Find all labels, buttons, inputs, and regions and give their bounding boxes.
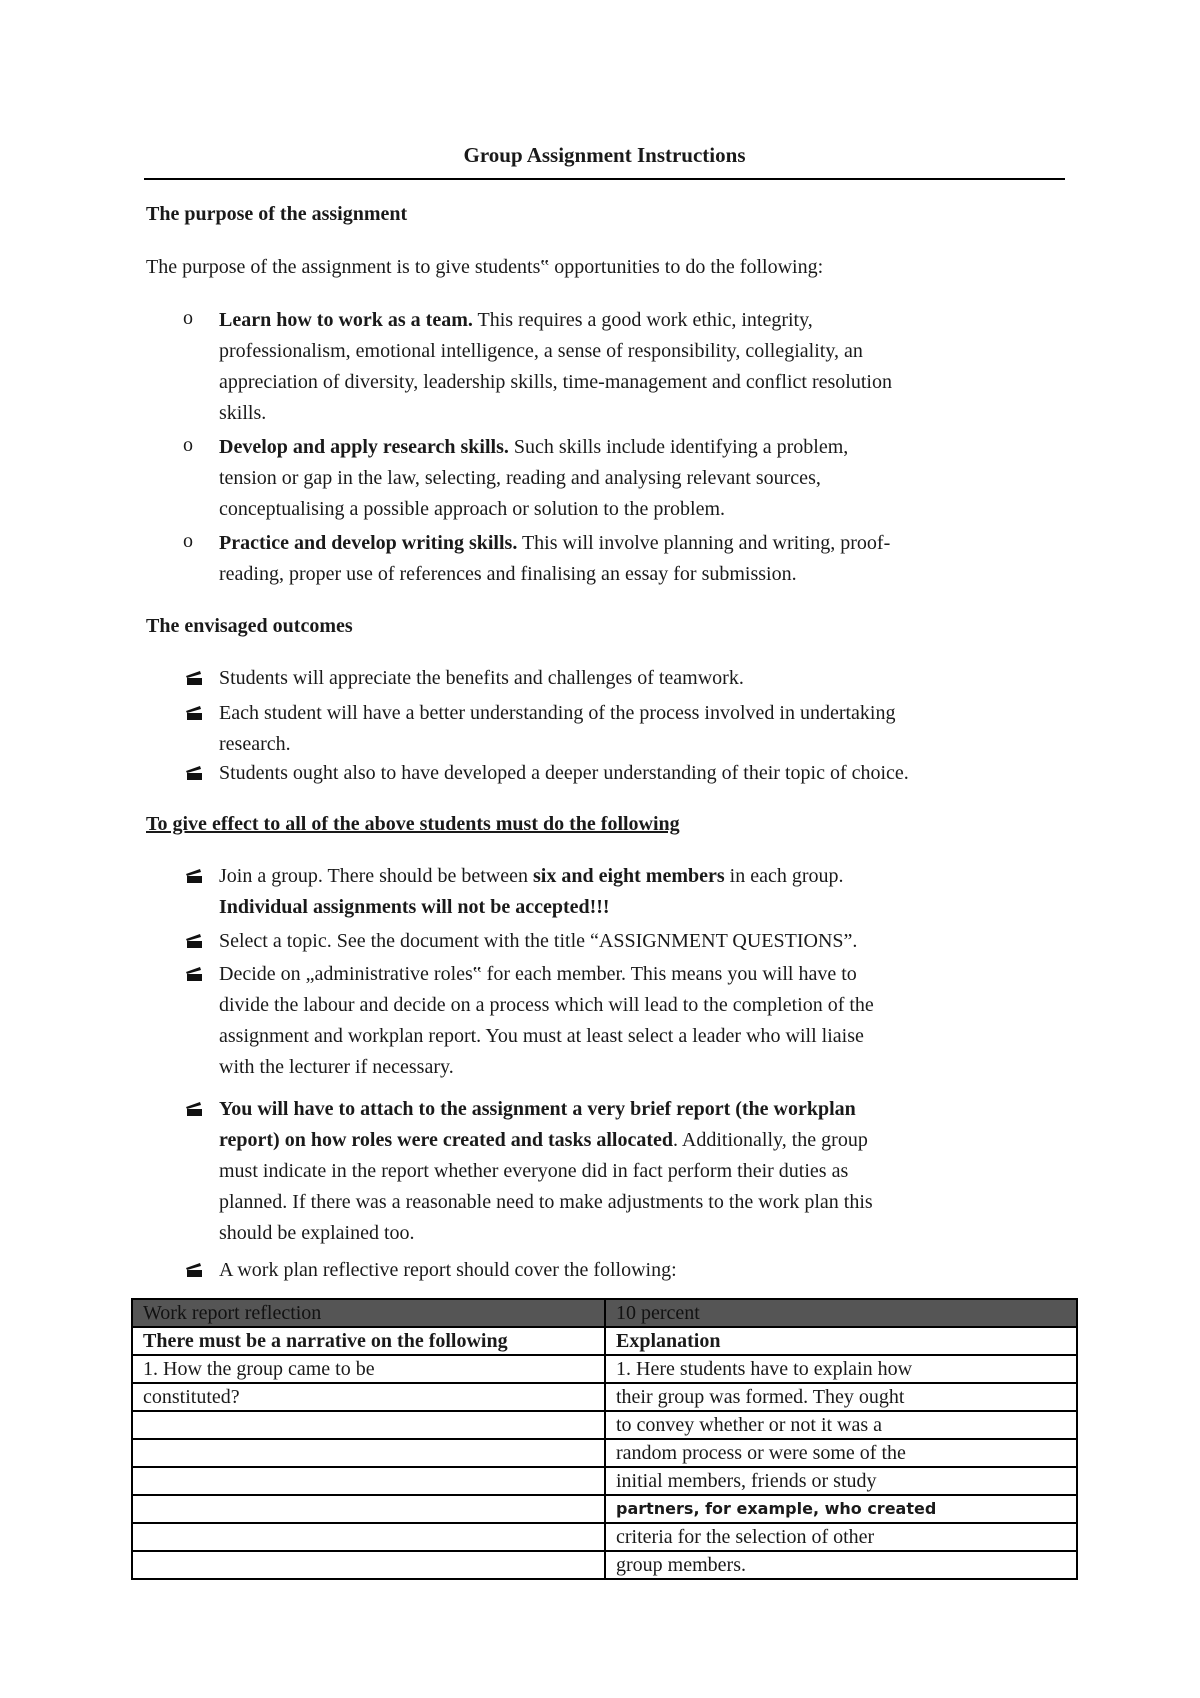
item-bold: report) on how roles were created and tasks allocated xyxy=(219,1129,674,1151)
item-text: Each student will have a better understanding of the process involved in undertaking xyxy=(219,702,896,724)
item-text: professionalism, emotional intelligence, a sense of responsibility, collegiality, an xyxy=(219,340,863,362)
table-cell: random process or were some of the xyxy=(605,1439,1077,1467)
bullet-marker: o xyxy=(183,434,193,456)
outcome-item: Students will appreciate the benefits and challenges of teamwork. xyxy=(219,667,744,689)
task-item-roles xyxy=(219,959,1064,1083)
table-cell xyxy=(132,1495,605,1523)
item-text: planned. If there was a reasonable need to make adjustments to the work plan this xyxy=(219,1191,873,1213)
item-bold: Practice and develop writing skills. xyxy=(219,532,518,554)
clapperboard-icon xyxy=(185,705,203,721)
table-header-cell: 10 percent xyxy=(605,1299,1077,1327)
table-cell: criteria for the selection of other xyxy=(605,1523,1077,1551)
item-text: Decide on „administrative roles‟ for each member. This means you will have to xyxy=(219,963,857,985)
item-text: reading, proper use of references and finalising an essay for submission. xyxy=(219,563,797,585)
item-bold: six and eight members xyxy=(533,865,725,887)
item-text: research. xyxy=(219,733,291,755)
item-text: skills. xyxy=(219,402,267,424)
table-row xyxy=(132,1523,1077,1551)
table-cell xyxy=(132,1551,605,1579)
item-text: must indicate in the report whether everyone did in fact perform their duties as xyxy=(219,1160,849,1182)
purpose-intro: The purpose of the assignment is to give students‟ opportunities to do the following: xyxy=(146,256,824,278)
table-row xyxy=(132,1467,1077,1495)
item-bold: Learn how to work as a team. xyxy=(219,309,473,331)
item-bold: Develop and apply research skills. xyxy=(219,436,509,458)
purpose-item-team xyxy=(219,305,1064,429)
table-subheader-row xyxy=(132,1327,1077,1355)
table-subheader-cell xyxy=(605,1327,1077,1355)
bullet-marker: o xyxy=(183,530,193,552)
table-header-cell: Work report reflection xyxy=(132,1299,605,1327)
item-text: assignment and workplan report. You must at least select a leader who will liaise xyxy=(219,1025,864,1047)
table-cell xyxy=(132,1439,605,1467)
table-cell: 1. How the group came to be xyxy=(132,1355,605,1383)
table-header-row xyxy=(132,1299,1077,1327)
table-cell: constituted? xyxy=(132,1383,605,1411)
item-text: Such skills include identifying a problem, xyxy=(508,436,849,458)
item-text: This will involve planning and writing, proof- xyxy=(517,532,891,554)
table-cell: to convey whether or not it was a xyxy=(605,1411,1077,1439)
table-cell: their group was formed. They ought xyxy=(605,1383,1077,1411)
table-cell: group members. xyxy=(605,1551,1077,1579)
table-cell: partners, for example, who created xyxy=(605,1495,1077,1523)
item-text: tension or gap in the law, selecting, reading and analysing relevant sources, xyxy=(219,467,821,489)
task-item-join-group xyxy=(219,861,1064,923)
cell-bold: Explanation xyxy=(616,1330,721,1352)
table-cell xyxy=(132,1467,605,1495)
purpose-item-writing xyxy=(219,528,1064,590)
item-bold: You will have to attach to the assignment a very brief report (the workplan xyxy=(219,1098,856,1120)
clapperboard-icon xyxy=(185,966,203,982)
item-text: This requires a good work ethic, integrity, xyxy=(472,309,813,331)
table-subheader-cell xyxy=(132,1327,605,1355)
table-row xyxy=(132,1495,1077,1523)
item-text: . Additionally, the group xyxy=(673,1129,868,1151)
title-rule xyxy=(144,178,1065,180)
clapperboard-icon xyxy=(185,670,203,686)
table-row xyxy=(132,1439,1077,1467)
cell-bold: There must be a narrative on the following xyxy=(143,1330,508,1352)
bullet-marker: o xyxy=(183,307,193,329)
task-item-select-topic: Select a topic. See the document with the title “ASSIGNMENT QUESTIONS”. xyxy=(219,930,858,952)
table-cell xyxy=(132,1411,605,1439)
clapperboard-icon xyxy=(185,933,203,949)
item-bold: Individual assignments will not be accepted!!! xyxy=(219,896,610,918)
item-text: conceptualising a possible approach or solution to the problem. xyxy=(219,498,725,520)
clapperboard-icon xyxy=(185,868,203,884)
table-cell xyxy=(132,1523,605,1551)
table-row xyxy=(132,1355,1077,1383)
outcome-item: Students ought also to have developed a deeper understanding of their topic of choice. xyxy=(219,762,909,784)
table-cell: initial members, friends or study xyxy=(605,1467,1077,1495)
page-title: Group Assignment Instructions xyxy=(463,143,746,167)
section-heading-purpose: The purpose of the assignment xyxy=(146,203,408,225)
item-text: Join a group. There should be between xyxy=(219,865,533,887)
outcome-item xyxy=(219,698,1064,760)
section-heading-outcomes: The envisaged outcomes xyxy=(146,615,353,637)
item-text: appreciation of diversity, leadership skills, time-management and conflict resolution xyxy=(219,371,892,393)
section-heading-tasks: To give effect to all of the above students must do the following xyxy=(146,813,680,835)
task-item-reflective-report: A work plan reflective report should cover the following: xyxy=(219,1259,677,1281)
item-text: should be explained too. xyxy=(219,1222,415,1244)
clapperboard-icon xyxy=(185,765,203,781)
work-report-table xyxy=(131,1298,1078,1580)
item-text: in each group. xyxy=(724,865,844,887)
clapperboard-icon xyxy=(185,1101,203,1117)
table-cell: 1. Here students have to explain how xyxy=(605,1355,1077,1383)
table-row xyxy=(132,1411,1077,1439)
item-text: divide the labour and decide on a process which will lead to the completion of the xyxy=(219,994,874,1016)
table-row xyxy=(132,1551,1077,1579)
table-row xyxy=(132,1383,1077,1411)
purpose-item-research xyxy=(219,432,1064,525)
clapperboard-icon xyxy=(185,1262,203,1278)
task-item-report xyxy=(219,1094,1064,1249)
item-text: with the lecturer if necessary. xyxy=(219,1056,454,1078)
